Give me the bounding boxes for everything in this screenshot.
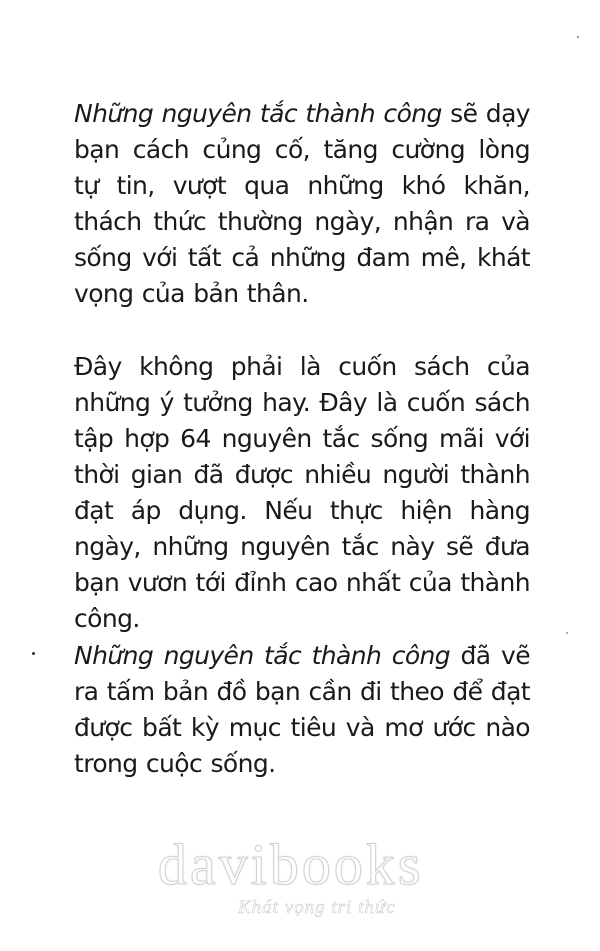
paragraph-intro-text: sẽ dạy bạn cách củng cố, tăng cường lòng tự tin, vượt qua những khó khăn, thách thức thường ngày, nhận ra và sống với tất cả những đam mê, khát vọng của bản thân. — [74, 99, 530, 308]
book-title-italic: Những nguyên tắc thành công — [74, 641, 451, 670]
paragraph-description — [74, 349, 530, 637]
paragraph-description-text: Đây không phải là cuốn sách của những ý tưởng hay. Đây là cuốn sách tập hợp 64 nguyên tắc sống mãi với thời gian đã được nhiều người thành đạt áp dụng. Nếu thực hiện hàng ngày, những nguyên tắc này sẽ đưa bạn vươn tới đỉnh cao nhất của thành công. — [74, 352, 530, 633]
watermark-tagline: Khát vọng tri thức — [238, 897, 396, 918]
scan-speck — [32, 652, 35, 655]
paragraph-intro — [74, 96, 530, 312]
publisher-watermark — [150, 832, 460, 930]
scan-speck — [577, 36, 579, 38]
paragraph-conclusion-text: đã vẽ ra tấm bản đồ bạn cần đi theo để đạt được bất kỳ mục tiêu và mơ ước nào trong cuộc sống. — [74, 641, 530, 778]
paragraph-conclusion — [74, 638, 530, 782]
scan-speck — [566, 632, 568, 634]
book-title-italic: Những nguyên tắc thành công — [74, 99, 442, 128]
watermark-logo: davibooks — [158, 832, 424, 897]
